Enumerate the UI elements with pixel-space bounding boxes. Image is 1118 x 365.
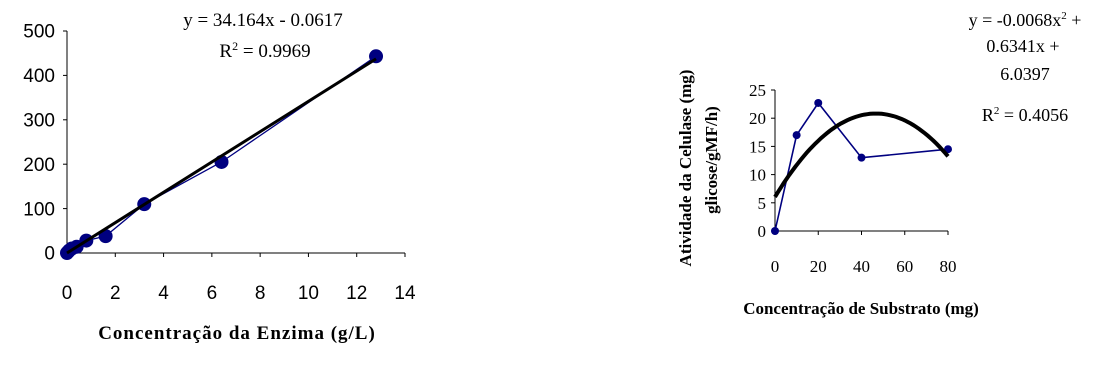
left-x-axis-title: Concentração da Enzima (g/L): [98, 323, 376, 344]
x-tick-label: 20: [809, 257, 827, 276]
x-tick-label: 14: [394, 283, 416, 304]
y-tick-label: 300: [23, 110, 55, 132]
y-tick-label: 100: [23, 199, 55, 221]
y-tick-label: 500: [23, 21, 55, 43]
x-tick-label: 60: [896, 257, 914, 276]
right-y-axis: [749, 81, 775, 241]
right-r2-label: $R^2 = 0.4056$: [981, 105, 1069, 125]
x-tick-label: 8: [254, 283, 266, 304]
y-tick-label: 0: [757, 221, 766, 241]
left-y-axis: [23, 22, 67, 265]
x-tick-label: 2: [109, 283, 121, 304]
y-tick-label: 15: [749, 137, 766, 157]
right-x-ticks: [771, 231, 957, 276]
x-tick-label: 40: [853, 257, 870, 276]
right-y-axis-title-line-1: Atividade da Celulase (mg): [676, 69, 695, 267]
x-tick-label: 12: [346, 283, 368, 304]
x-tick-label: 10: [297, 283, 319, 304]
y-tick-label: 200: [23, 154, 55, 176]
left-r2-label: $R^2 = 0.9969$: [219, 39, 311, 62]
left-y-ticks: [23, 22, 67, 265]
right-equation-line-3: 6.0397: [1000, 64, 1050, 84]
data-point: [858, 154, 866, 162]
left-x-axis: [62, 253, 416, 304]
right-chart: [676, 10, 1081, 318]
right-series-line: [775, 103, 948, 231]
y-tick-label: 0: [44, 243, 55, 265]
x-tick-label: 0: [770, 257, 780, 276]
y-tick-label: 10: [749, 165, 766, 185]
y-tick-label: 5: [757, 193, 766, 213]
data-point: [793, 131, 801, 139]
right-data-points: [771, 99, 952, 235]
right-y-ticks: [749, 81, 775, 241]
left-trendline: [67, 59, 376, 253]
right-x-axis-title: Concentração de Substrato (mg): [743, 299, 979, 318]
left-chart: [23, 10, 416, 344]
right-x-axis: [771, 231, 957, 276]
data-point: [814, 99, 822, 107]
x-tick-label: 80: [939, 257, 957, 276]
x-tick-label: 6: [206, 283, 218, 304]
right-y-axis-title-line-2: glicose/gMF/h): [702, 106, 721, 214]
y-tick-label: 400: [23, 66, 55, 88]
left-equation-label: y = 34.164x - 0.0617: [183, 10, 343, 31]
data-point: [771, 227, 779, 235]
right-equation-line-2: 0.6341x +: [986, 36, 1060, 56]
x-tick-label: 0: [61, 283, 73, 304]
y-tick-label: 25: [749, 80, 766, 100]
left-x-ticks: [62, 253, 416, 304]
y-tick-label: 20: [749, 109, 766, 129]
right-equation-line-1: $y = -0.0068x^2$ +: [968, 10, 1082, 30]
x-tick-label: 4: [158, 283, 169, 304]
